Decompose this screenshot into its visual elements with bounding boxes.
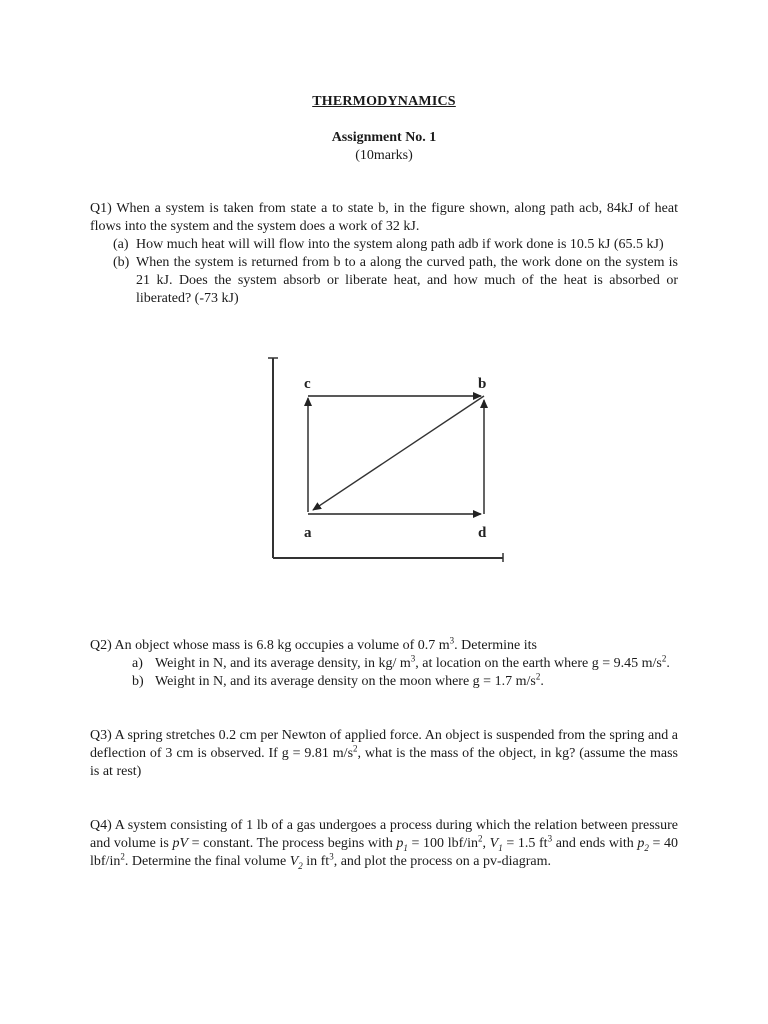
assignment-number: Assignment No. 1 [331, 130, 437, 145]
part-label: (a) [113, 237, 129, 252]
document-title: THERMODYNAMICS [312, 94, 456, 109]
question-2 [90, 637, 678, 691]
question-2-text: Q2) An object whose mass is 6.8 kg occupies a volume of 0.7 $m^3$. Determine its [90, 635, 537, 653]
question-2-part-a: a) Weight in N, and its average density, in kg/ $m^3$, at location on the earth where g = 9.45 $m/s^2$. [132, 653, 670, 671]
question-1-parts [113, 236, 678, 308]
question-1-part-b [113, 254, 678, 308]
question-1 [90, 200, 678, 308]
part-label: (b) [113, 255, 130, 270]
path-b-to-a [313, 396, 484, 510]
part-text: How much heat will will flow into the system along path adb if work done is 10.5 kJ (65.5 kJ) [136, 237, 664, 252]
pv-path-diagram [260, 350, 510, 570]
assignment-marks: (10marks) [355, 148, 413, 163]
part-label: b) [132, 674, 144, 689]
question-1-part-a [113, 236, 678, 254]
state-label-b: b [478, 376, 487, 392]
question-1-text: Q1) When a system is taken from state a to state b, in the figure shown, along path acb, 84kJ of heat flows into the system and the system does a work of 32 kJ. [90, 201, 678, 234]
question-4: Q4) A system consisting of 1 lb of a gas undergoes a process during which the relation between pressure and volume is pV = constant. The process begins with $p_1 = 100$ lbf/$in^2$, $V_1 = 1.5$ $ft^3$ and ends with $p_2 = 40$ lbf/$in^2$. Determine the final volume $V_2$ in $ft^3$, and plot the process on a pv-diagram. [90, 818, 679, 871]
question-3: Q3) A spring stretches 0.2 cm per Newton of applied force. An object is suspended from the spring and a deflection of 3 cm is observed. If g = 9.81 $m/s^2$, what is the mass of the object, in kg? (assume the mass is at rest) [90, 728, 678, 779]
state-label-c: c [304, 376, 311, 392]
question-2-parts [132, 655, 678, 691]
part-label: a) [132, 656, 143, 671]
question-2-part-b: b) Weight in N, and its average density on the moon where g = 1.7 $m/s^2$. [132, 671, 544, 689]
part-text: When the system is returned from b to a along the curved path, the work done on the system is 21 kJ. Does the system absorb or liberate heat, and how much of the heat is absorbed or liberated? (-73 kJ) [136, 255, 678, 306]
state-label-a: a [304, 525, 312, 541]
state-label-d: d [478, 525, 487, 541]
